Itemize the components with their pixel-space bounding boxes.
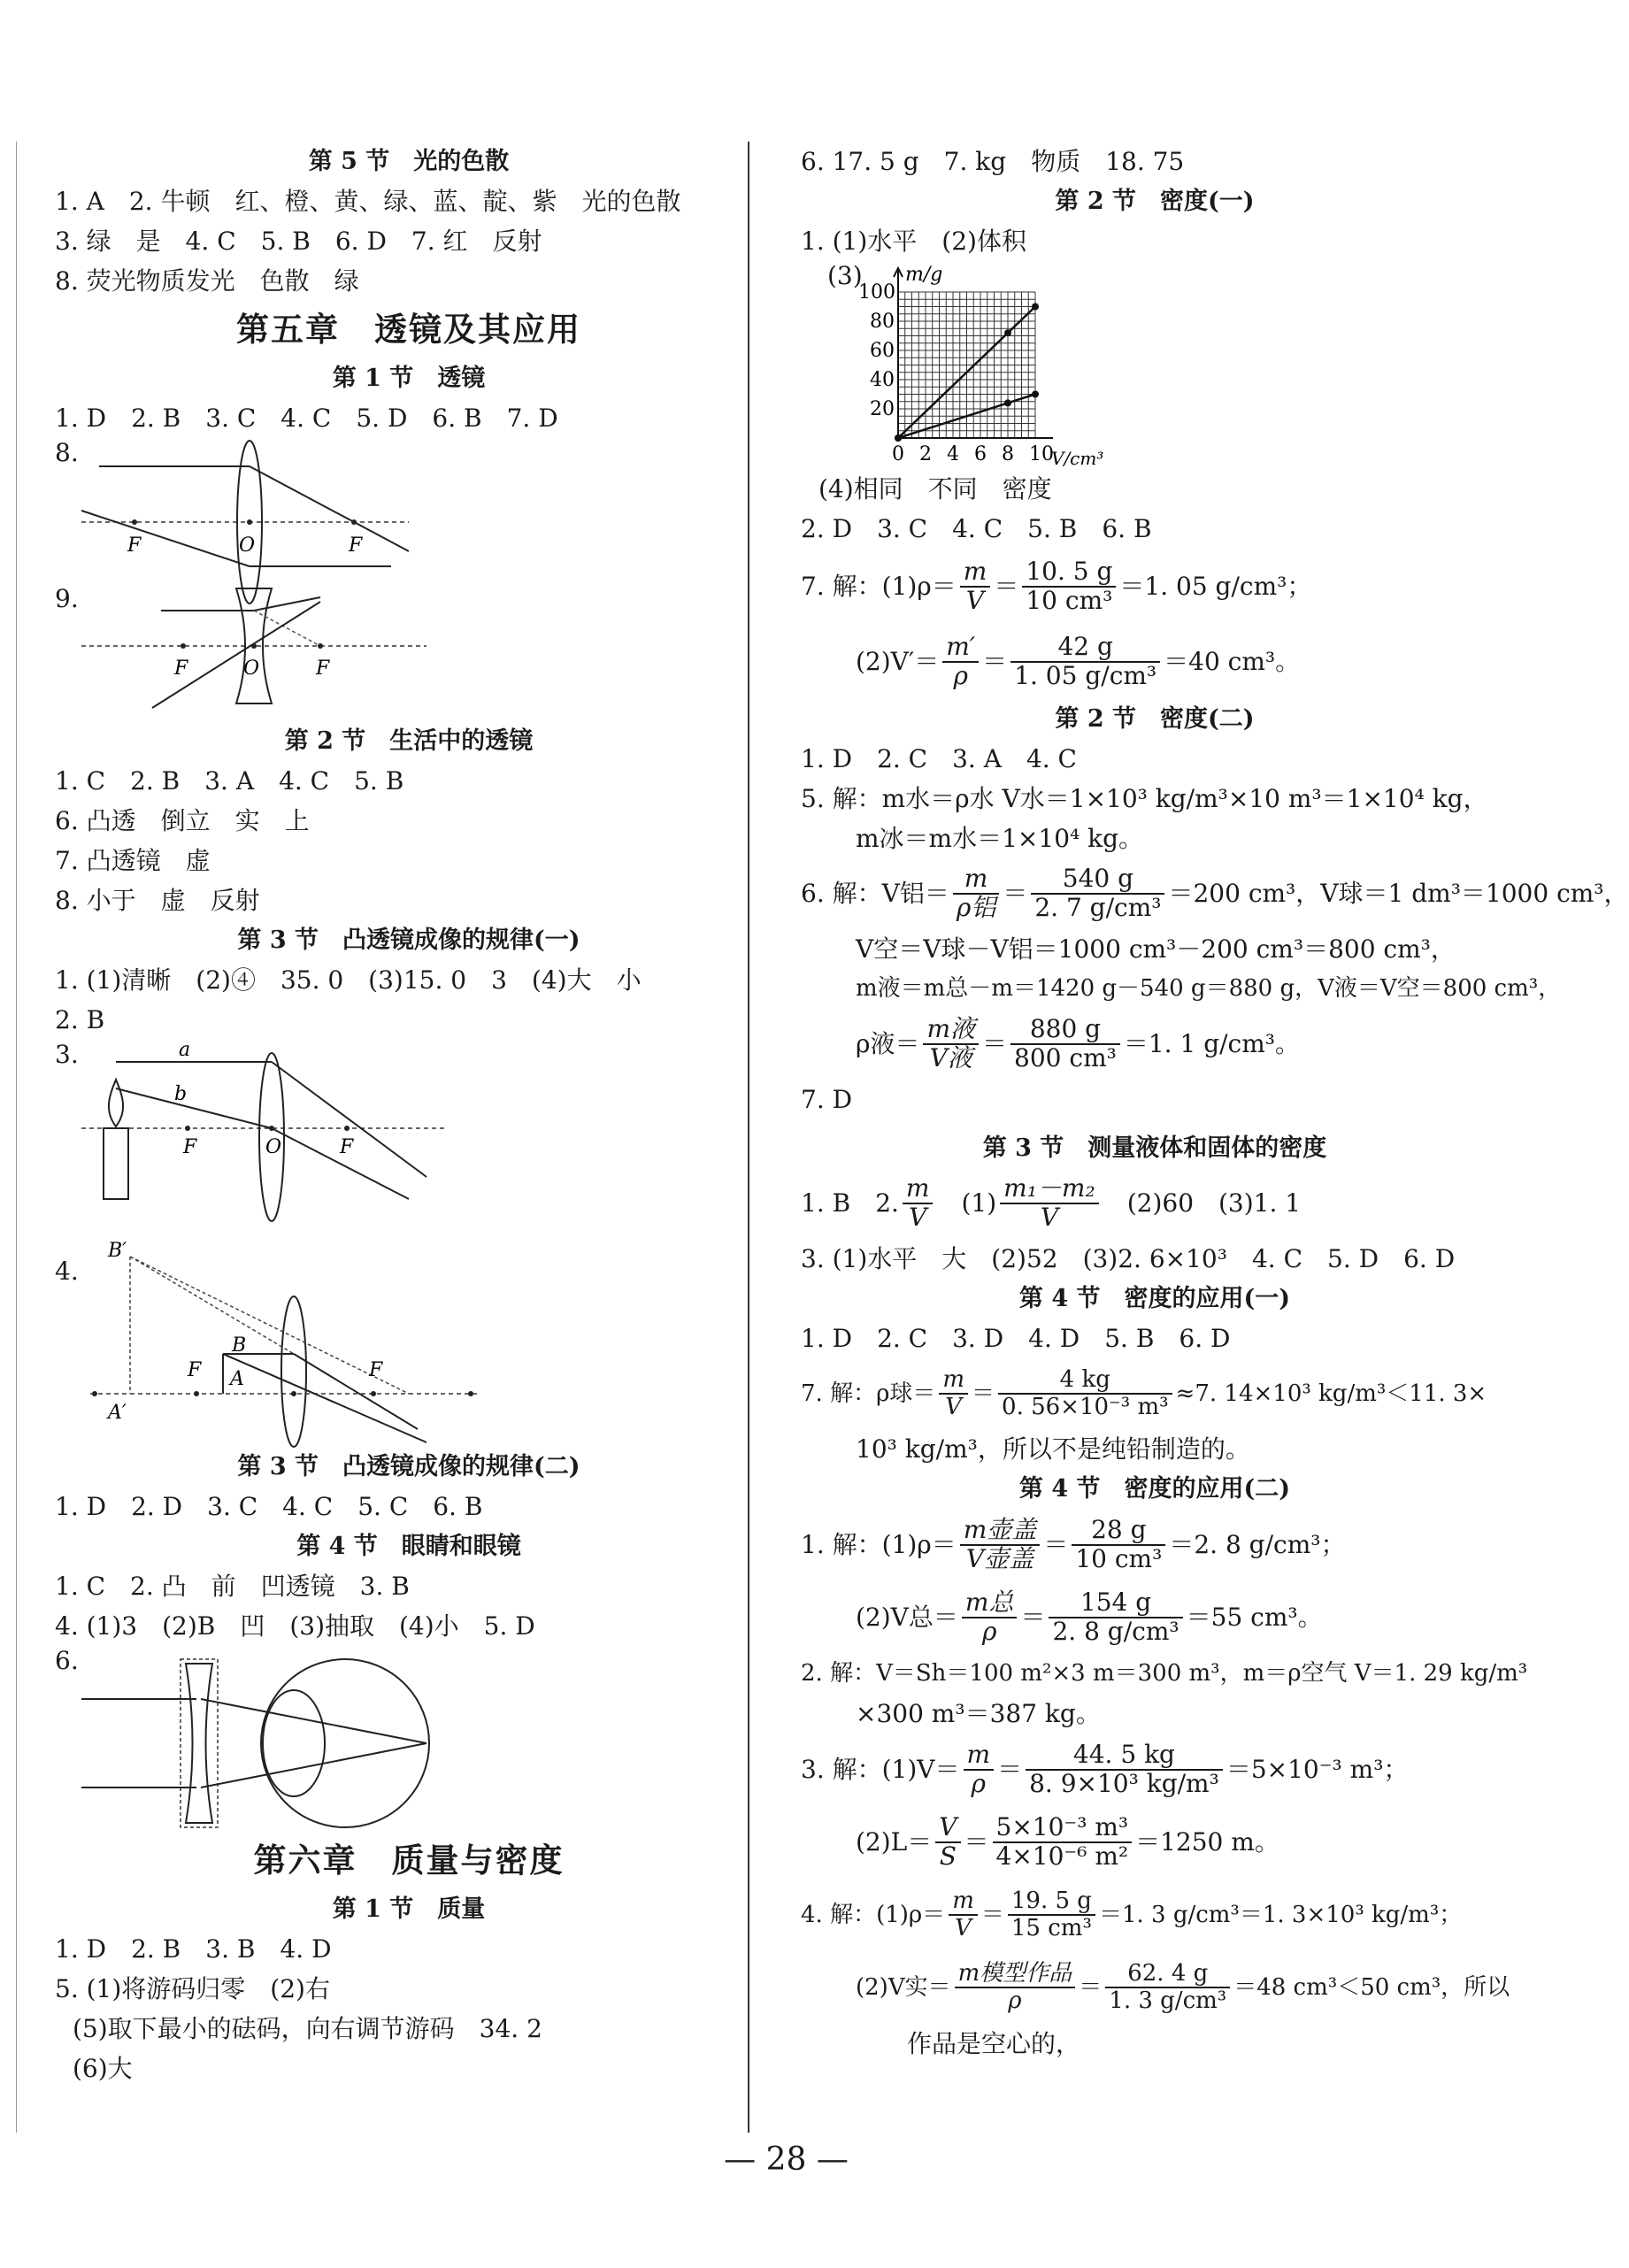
answer-line: 1. C 2. 凸 前 凹透镜 3. B xyxy=(55,1572,410,1601)
image-top-label: B′ xyxy=(108,1240,127,1262)
answer-line: 6. 17. 5 g 7. kg 物质 18. 75 xyxy=(801,147,1185,176)
formula-text: ＝1. 1 g/cm³。 xyxy=(1123,1029,1301,1058)
answer-line: 1. D 2. C 3. A 4. C xyxy=(801,744,1077,773)
q6-diagram xyxy=(55,1646,763,1832)
answer-line: 5. (1)将游码归零 (2)右 xyxy=(55,1974,330,2003)
answer-line: 1. (1)清晰 (2)④ 35. 0 (3)15. 0 3 (4)大 小 xyxy=(55,965,642,995)
answer-line: 5. 解：m水＝ρ水 V水＝1×10³ kg/m³×10 m³＝1×10⁴ kg， xyxy=(801,784,1488,813)
formula-text: (2)L＝ xyxy=(856,1827,933,1857)
left-margin-line xyxy=(16,142,17,2133)
answer-line: 4. (1)3 (2)B 凹 (3)抽取 (4)小 5. D xyxy=(55,1611,535,1641)
answer-line: 1. D 2. D 3. C 4. C 5. C 6. B xyxy=(55,1492,483,1521)
answer-line: V空＝V球－V铝＝1000 cm³－200 cm³＝800 cm³， xyxy=(856,934,1456,964)
chapter-title: 第五章 透镜及其应用 xyxy=(236,310,581,349)
fraction: $\frac{m}{\rho}$ xyxy=(964,1741,995,1798)
q3-diagram xyxy=(55,1040,763,1226)
left-column xyxy=(55,142,763,2088)
fraction: $\frac{880 g}{\text{800 cm³}}$ xyxy=(1010,1016,1120,1072)
ray-b-label: b xyxy=(174,1083,188,1105)
answer-line: m冰＝m水＝1×10⁴ kg。 xyxy=(856,824,1144,853)
focus-label: F xyxy=(340,1136,354,1158)
formula-text: ＝1. 3 g/cm³＝1. 3×10³ kg/m³； xyxy=(1098,1902,1463,1928)
fraction: $\frac{\text{5×10⁻³ m³}}{\text{4×10⁻⁶ m²}}$ xyxy=(993,1814,1133,1871)
q4-diagram xyxy=(55,1226,763,1447)
formula-line: (2)L＝ $\frac{V}{S}$ ＝ $\frac{\text{5×10⁻³ m³}}{\text{4×10⁻⁶ m²}}$ ＝1250 m。 xyxy=(856,1812,1279,1871)
formula-text: ρ液＝ xyxy=(856,1029,920,1058)
formula-text: 1. 解：(1)ρ＝ xyxy=(801,1530,957,1559)
q9-diagram xyxy=(55,575,763,721)
answer-line: 1. (1)水平 (2)体积 xyxy=(801,227,1026,256)
formula-text: (1) xyxy=(936,1188,997,1218)
y-tick-label: 100 xyxy=(858,281,895,304)
section-title: 第 1 节 质量 xyxy=(332,1895,486,1923)
formula-text: ＝48 cm³＜50 cm³，所以 xyxy=(1233,1974,1510,2001)
q3-label: 3. xyxy=(55,1040,79,1069)
section-title: 第 3 节 测量液体和固体的密度 xyxy=(982,1134,1327,1162)
formula-text: 7. 解：ρ球＝ xyxy=(801,1380,936,1407)
fraction: $\frac{\text{m液}}{\text{V液}}$ xyxy=(923,1016,979,1072)
fraction: $\frac{V}{S}$ xyxy=(935,1814,960,1871)
answer-line: (5)取下最小的砝码，向右调节游码 34. 2 xyxy=(73,2014,542,2043)
section-title: 第 2 节 密度(二) xyxy=(1055,705,1255,733)
mass-volume-graph xyxy=(801,261,1509,469)
focus-label: F xyxy=(174,657,188,680)
answer-line: (4)相同 不同 密度 xyxy=(818,474,1052,504)
formula-text: (2)V′＝ xyxy=(856,646,940,676)
x-tick-label: 4 xyxy=(947,443,959,465)
center-label: O xyxy=(239,534,256,557)
answer-line: m液＝m总－m＝1420 g－540 g＝880 g，V液＝V空＝800 cm³， xyxy=(856,975,1562,1002)
y-tick-label: 80 xyxy=(870,311,895,333)
q8-label: 8. xyxy=(55,438,79,467)
section-title: 第 4 节 密度的应用(二) xyxy=(1018,1475,1291,1503)
fraction: $\frac{540 g}{\text{2. 7 g/cm³}}$ xyxy=(1031,865,1164,922)
fraction: $\frac{m}{V}$ xyxy=(903,1175,934,1232)
answer-line: 3. 绿 是 4. C 5. B 6. D 7. 红 反射 xyxy=(55,227,542,256)
data-point xyxy=(1004,399,1011,406)
convex-lens-ray-diagram xyxy=(55,438,763,575)
candle-lens-diagram xyxy=(55,1040,763,1226)
answer-line: 作品是空心的， xyxy=(907,2029,1081,2058)
answer-line: (6)大 xyxy=(73,2054,133,2083)
ray-a-label: a xyxy=(179,1039,191,1061)
x-tick-label: 2 xyxy=(919,443,932,465)
formula-text: ＝55 cm³。 xyxy=(1186,1603,1323,1632)
x-axis-label: V/cm³ xyxy=(1051,448,1104,469)
x-tick-label: 6 xyxy=(974,443,987,465)
fraction: $\frac{44. 5 kg}{\text{8. 9×10³ kg/m³}}$ xyxy=(1026,1741,1223,1798)
fraction: $\frac{\text{m壶盖}}{\text{V壶盖}}$ xyxy=(960,1517,1041,1573)
answer-line: 1. D 2. B 3. B 4. D xyxy=(55,1934,332,1964)
section-title: 第 3 节 凸透镜成像的规律(一) xyxy=(237,926,580,954)
section-title: 第 1 节 透镜 xyxy=(332,365,486,392)
answer-line: 1. A 2. 牛顿 红、橙、黄、绿、蓝、靛、紫 光的色散 xyxy=(55,187,681,216)
formula-text: (2)V总＝ xyxy=(856,1603,958,1632)
fraction: $\frac{m'}{\rho}$ xyxy=(942,634,979,690)
q9-label: 9. xyxy=(55,584,79,613)
image-base-label: A′ xyxy=(108,1402,127,1424)
fraction: $\frac{m}{V}$ xyxy=(949,1888,978,1941)
focus-label: F xyxy=(316,657,330,680)
focus-label: F xyxy=(349,534,363,557)
formula-text: ＝1250 m。 xyxy=(1135,1827,1279,1857)
virtual-image-diagram xyxy=(55,1226,763,1447)
fraction: $\frac{m}{V}$ xyxy=(939,1367,968,1419)
center-label: O xyxy=(265,1136,282,1158)
center-label: O xyxy=(243,657,260,680)
answer-line: 1. C 2. B 3. A 4. C 5. B xyxy=(55,766,404,796)
formula-line: (2)V实＝ $\frac{\text{m模型作品}}{\rho}$ ＝ $\frac{62. 4 g}{\text{1. 3 g/cm³}}$ ＝48 cm³＜50 cm³，所以 xyxy=(856,1960,1510,2014)
formula-text: 6. 解：V铝＝ xyxy=(801,879,949,908)
formula-text: ＝2. 8 g/cm³； xyxy=(1169,1530,1346,1559)
fraction: $\frac{\text{m₁－m₂}}{V}$ xyxy=(1000,1175,1099,1232)
answer-line: 1. D 2. B 3. C 4. C 5. D 6. B 7. D xyxy=(55,404,558,433)
formula-text: ＝200 cm³，V球＝1 dm³＝1000 cm³， xyxy=(1168,879,1629,908)
y-tick-label: 40 xyxy=(870,369,895,391)
answer-line: 1. D 2. C 3. D 4. D 5. B 6. D xyxy=(801,1324,1231,1353)
focus-label: F xyxy=(188,1359,202,1381)
focus-label: F xyxy=(183,1136,197,1158)
fraction: $\frac{62. 4 g}{\text{1. 3 g/cm³}}$ xyxy=(1105,1961,1230,2013)
formula-line: ρ液＝ $\frac{\text{m液}}{\text{V液}}$ ＝ $\frac{880 g}{\text{800 cm³}}$ ＝1. 1 g/cm³。 xyxy=(856,1014,1301,1072)
formula-line: 3. 解：(1)V＝ $\frac{m}{\rho}$ ＝ $\frac{44. 5 kg}{\text{8. 9×10³ kg/m³}}$ ＝5×10⁻³ m³； xyxy=(801,1740,1409,1798)
formula-text: ＝5×10⁻³ m³； xyxy=(1226,1755,1409,1784)
answer-line: 7. D xyxy=(801,1085,853,1114)
fraction: $\frac{28 g}{\text{10 cm³}}$ xyxy=(1072,1517,1165,1573)
formula-line: 7. 解：ρ球＝ $\frac{m}{V}$ ＝ $\frac{4 kg}{\text{0. 56×10⁻³ m³}}$ ≈7. 14×10³ kg/m³＜11. 3× xyxy=(801,1366,1487,1420)
formula-text: ≈7. 14×10³ kg/m³＜11. 3× xyxy=(1175,1380,1487,1407)
answer-line: 2. B xyxy=(55,1005,105,1034)
object-top-label: B xyxy=(232,1334,247,1357)
y-tick-label: 60 xyxy=(870,340,895,362)
formula-line: 6. 解：V铝＝ $\frac{m}{\text{ρ铝}}$ ＝ $\frac{540 g}{\text{2. 7 g/cm³}}$ ＝200 cm³，V球＝1 dm³＝1000 cm³， xyxy=(801,864,1629,922)
focus-label: F xyxy=(127,534,142,557)
concave-lens-ray-diagram xyxy=(55,575,763,721)
fraction: $\frac{4 kg}{\text{0. 56×10⁻³ m³}}$ xyxy=(998,1367,1172,1419)
formula-text: (2)V实＝ xyxy=(856,1974,951,2001)
chapter-title: 第六章 质量与密度 xyxy=(253,1841,565,1880)
formula-line xyxy=(801,1168,1509,1239)
formula-text: ＝40 cm³。 xyxy=(1164,646,1301,676)
section-title: 第 5 节 光的色散 xyxy=(308,148,510,175)
mv-chart-svg xyxy=(801,261,1509,469)
fraction: $\frac{154 g}{\text{2. 8 g/cm³}}$ xyxy=(1049,1589,1182,1646)
fraction: $\frac{m}{\text{ρ铝}}$ xyxy=(953,865,999,922)
formula-text: 4. 解：(1)ρ＝ xyxy=(801,1902,946,1928)
formula-text: 1. B 2. xyxy=(801,1188,899,1218)
answer-line: 8. 荧光物质发光 色散 绿 xyxy=(55,266,359,296)
data-point xyxy=(1032,391,1039,398)
focus-label: F xyxy=(369,1359,383,1381)
q6-label: 6. xyxy=(55,1646,79,1675)
section-title: 第 2 节 密度(一) xyxy=(1055,188,1255,215)
graph-subq-label: (3) xyxy=(827,261,863,290)
object-base-label: A xyxy=(230,1368,244,1390)
formula-line: (2)V′＝ $\frac{m'}{\rho}$ ＝ $\frac{42 g}{\text{1. 05 g/cm³}}$ ＝40 cm³。 xyxy=(856,631,1301,690)
answer-line: 7. 凸透镜 虚 xyxy=(55,846,211,875)
section-title: 第 2 节 生活中的透镜 xyxy=(284,727,534,755)
fraction: $\frac{10. 5 g}{\text{10 cm³}}$ xyxy=(1022,558,1116,615)
section-title: 第 4 节 眼睛和眼镜 xyxy=(296,1533,521,1560)
data-point xyxy=(1004,329,1011,336)
section-title: 第 3 节 凸透镜成像的规律(二) xyxy=(237,1453,580,1480)
data-point xyxy=(895,434,902,442)
answer-line: 6. 凸透 倒立 实 上 xyxy=(55,806,310,835)
answer-line: 8. 小于 虚 反射 xyxy=(55,886,260,915)
right-column xyxy=(801,142,1629,2064)
fraction: $\frac{\text{m总}}{\rho}$ xyxy=(962,1589,1018,1646)
x-tick-label: 8 xyxy=(1002,443,1014,465)
data-point xyxy=(1032,304,1039,311)
section-title: 第 4 节 密度的应用(一) xyxy=(1018,1285,1291,1312)
y-axis-label: m/g xyxy=(905,264,943,286)
answer-line: 2. D 3. C 4. C 5. B 6. B xyxy=(801,514,1152,543)
formula-line: 7. 解：(1)ρ＝ $\frac{m}{V}$ ＝ $\frac{10. 5 g}{\text{10 cm³}}$ ＝1. 05 g/cm³； xyxy=(801,556,1312,615)
eye-correction-diagram xyxy=(55,1646,763,1832)
fraction: $\frac{42 g}{\text{1. 05 g/cm³}}$ xyxy=(1010,634,1160,690)
y-tick-label: 20 xyxy=(870,398,895,420)
formula-text: 3. 解：(1)V＝ xyxy=(801,1755,960,1784)
fraction: $\frac{19. 5 g}{\text{15 cm³}}$ xyxy=(1008,1888,1095,1941)
formula-line: 1. 解：(1)ρ＝ $\frac{\text{m壶盖}}{\text{V壶盖}}$ ＝ $\frac{28 g}{\text{10 cm³}}$ ＝2. 8 g/cm³； xyxy=(801,1515,1346,1573)
formula-text: (2)60 (3)1. 1 xyxy=(1102,1188,1302,1218)
answer-line: ×300 m³＝387 kg。 xyxy=(856,1699,1101,1728)
formula-text: ＝1. 05 g/cm³； xyxy=(1119,571,1312,601)
fraction: $\frac{m}{V}$ xyxy=(960,558,991,615)
formula-line: 4. 解：(1)ρ＝ $\frac{m}{V}$ ＝ $\frac{19. 5 g}{\text{15 cm³}}$ ＝1. 3 g/cm³＝1. 3×10³ kg/m³； xyxy=(801,1887,1463,1941)
x-tick-label: 0 xyxy=(892,443,904,465)
q4-label: 4. xyxy=(55,1257,79,1286)
page-number: — 28 — xyxy=(724,2141,849,2178)
formula-line: (2)V总＝ $\frac{\text{m总}}{\rho}$ ＝ $\frac{154 g}{\text{2. 8 g/cm³}}$ ＝55 cm³。 xyxy=(856,1588,1323,1646)
x-tick-label: 10 xyxy=(1029,443,1054,465)
q8-diagram xyxy=(55,438,763,575)
answer-line: 10³ kg/m³，所以不是纯铅制造的。 xyxy=(856,1434,1250,1464)
answer-line: 2. 解：V＝Sh＝100 m²×3 m＝300 m³，m＝ρ空气 V＝1. 29 kg/m³ xyxy=(801,1660,1528,1687)
answer-line: 3. (1)水平 大 (2)52 (3)2. 6×10³ 4. C 5. D 6. D xyxy=(801,1244,1456,1273)
formula-text: 7. 解：(1)ρ＝ xyxy=(801,571,957,601)
fraction: $\frac{\text{m模型作品}}{\rho}$ xyxy=(955,1961,1076,2013)
